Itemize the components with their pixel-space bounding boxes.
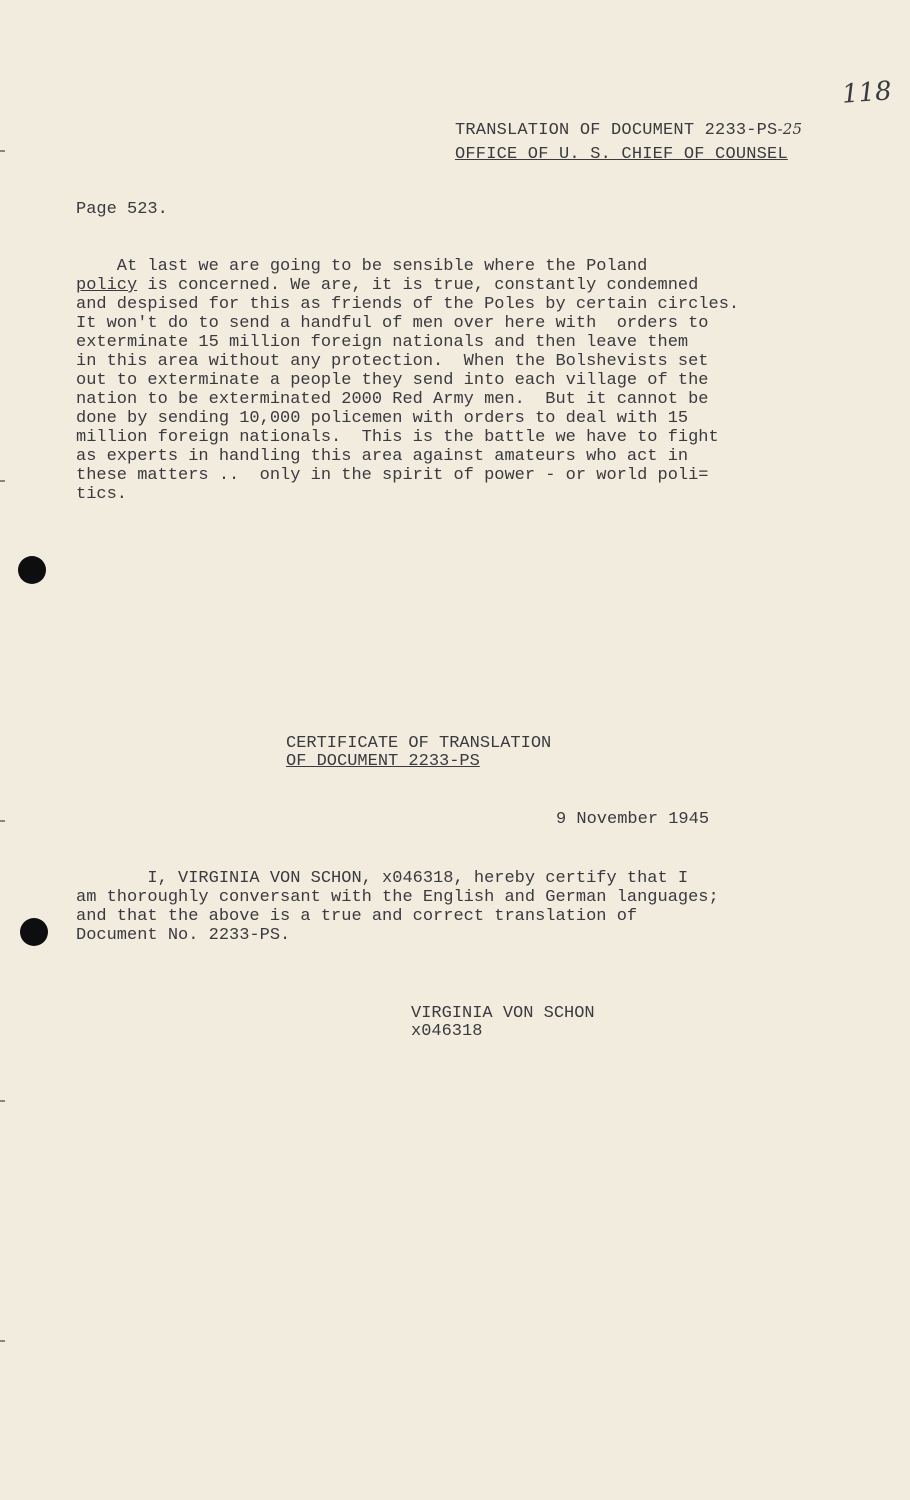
edge-mark [0, 820, 5, 822]
header-suffix-mark: -25 [777, 120, 803, 138]
folio-number: 118 [841, 76, 893, 110]
body-line: nation to be exterminated 2000 Red Army men. But it cannot be [76, 390, 709, 409]
certificate-line: I, VIRGINIA VON SCHON, x046318, hereby certify that I [76, 869, 689, 888]
certificate-line: am thoroughly conversant with the English and German languages; [76, 888, 719, 907]
header-office-line: OFFICE OF U. S. CHIEF OF COUNSEL [455, 145, 788, 164]
underlined-word: policy [76, 276, 138, 295]
edge-mark [0, 480, 5, 482]
body-line: in this area without any protection. When the Bolshevists set [76, 352, 709, 371]
body-line [76, 276, 739, 295]
certificate-line: and that the above is a true and correct translation of [76, 907, 638, 926]
certificate-line: Document No. 2233-PS. [76, 926, 291, 945]
body-line: and despised for this as friends of the Poles by certain circles. [76, 295, 740, 314]
body-line: as experts in handling this area against amateurs who act in [76, 447, 689, 466]
body-line-rest: is concerned. We are, it is true, constantly condemned [137, 276, 699, 295]
edge-mark [0, 1100, 5, 1102]
certificate-document-ref: OF DOCUMENT 2233-PS [286, 752, 480, 771]
edge-mark [0, 150, 5, 152]
certificate-paragraph [76, 869, 719, 945]
certificate-date: 9 November 1945 [556, 810, 710, 829]
body-line: exterminate 15 million foreign nationals and then leave them [76, 333, 689, 352]
page-label: Page 523. [76, 200, 168, 219]
body-line: out to exterminate a people they send into each village of the [76, 371, 709, 390]
body-paragraph [76, 257, 739, 504]
body-line: these matters .. only in the spirit of power - or world poli= [76, 466, 709, 485]
header-translation-text: TRANSLATION OF DOCUMENT 2233-PS [455, 121, 778, 140]
signature-id: x046318 [411, 1022, 483, 1041]
body-line: done by sending 10,000 policemen with orders to deal with 15 [76, 409, 689, 428]
certificate-title: CERTIFICATE OF TRANSLATION [286, 734, 552, 753]
body-line: million foreign nationals. This is the battle we have to fight [76, 428, 719, 447]
punch-hole [20, 918, 48, 946]
body-line: It won't do to send a handful of men over here with orders to [76, 314, 709, 333]
edge-mark [0, 1340, 5, 1342]
body-line: At last we are going to be sensible where the Poland [76, 257, 648, 276]
body-line: tics. [76, 485, 128, 504]
punch-hole [18, 556, 46, 584]
header-translation-line [455, 120, 802, 140]
signature-name: VIRGINIA VON SCHON [411, 1004, 595, 1023]
